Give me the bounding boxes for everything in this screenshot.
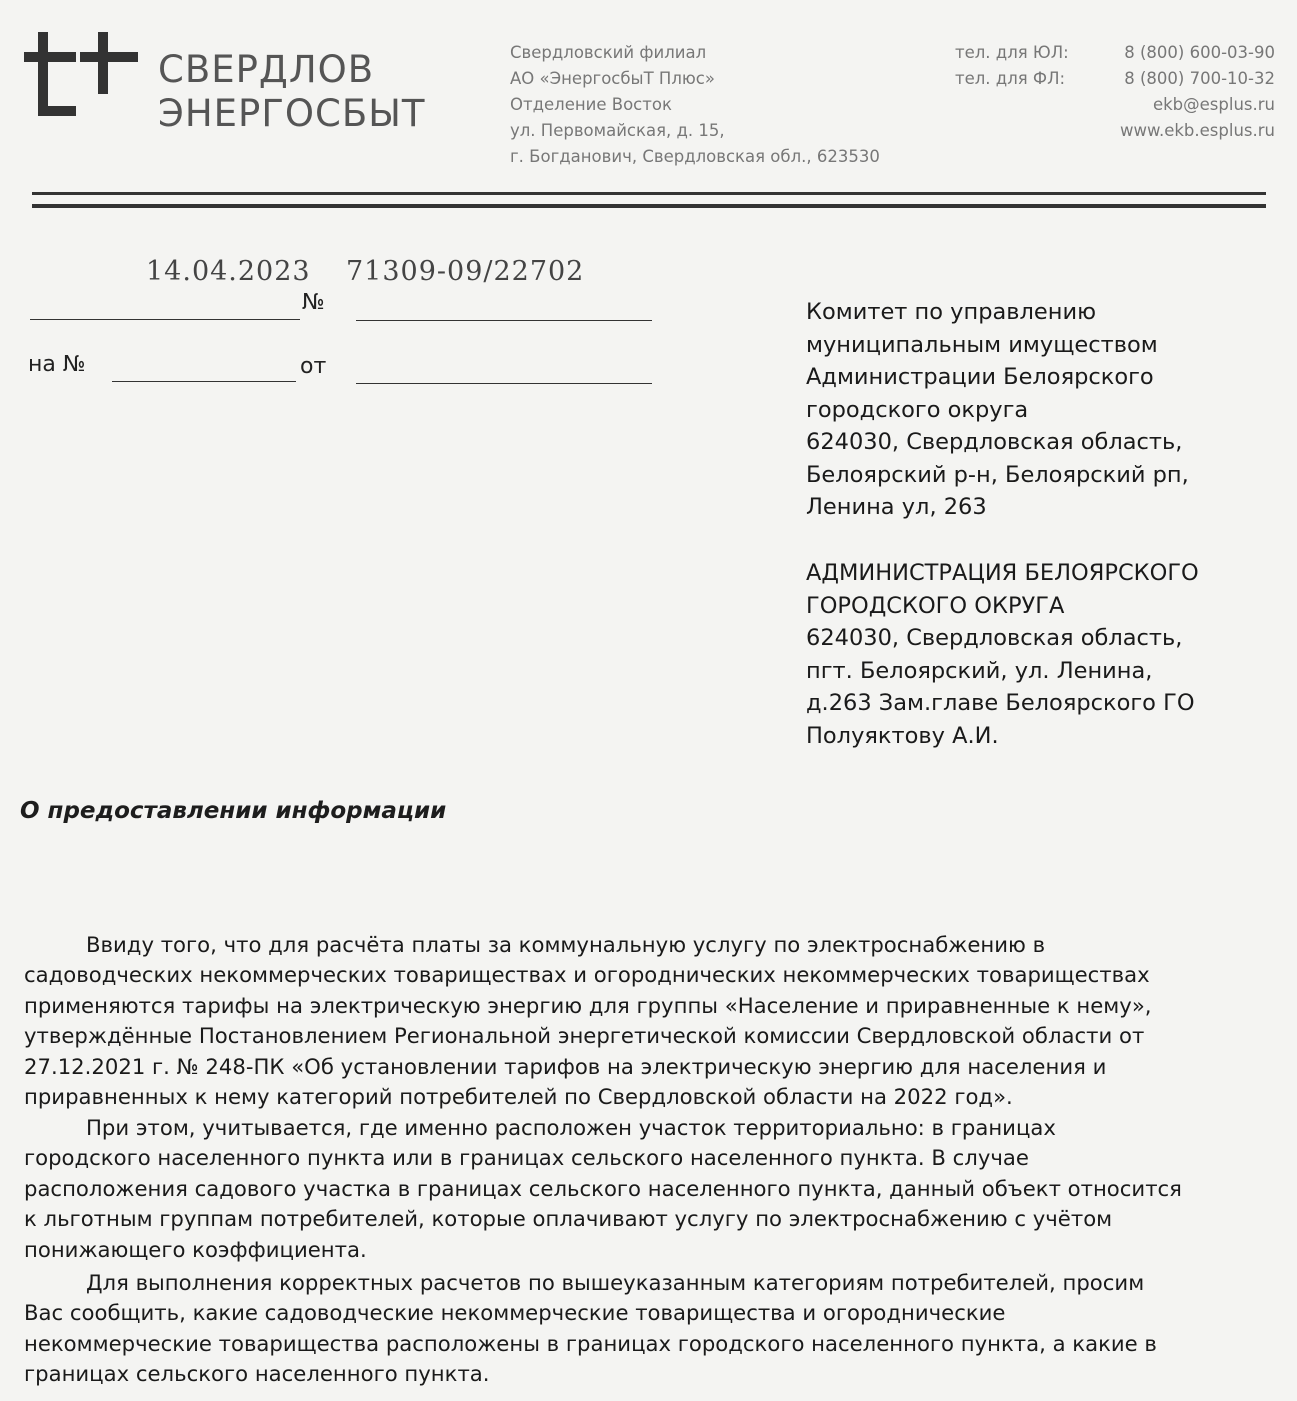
body-line: понижающего коэффициента.	[24, 1236, 367, 1262]
reply-label: на №	[28, 352, 86, 377]
body-line: Для выполнения корректных расчетов по вышеуказанным категориям потребителей, просим	[86, 1270, 1145, 1295]
addressee-line: городского округа	[806, 396, 1029, 423]
addressee-line: ГОРОДСКОГО ОКРУГА	[806, 592, 1065, 619]
addressee-administration	[806, 557, 1199, 752]
body-line: приравненных к нему категорий потребителей по Свердловской области на 2022 год».	[24, 1084, 1013, 1110]
branch-address	[510, 40, 880, 170]
phone-ul-row	[955, 40, 1275, 66]
body-line: некоммерческие товарищества расположены в границах городского населенного пункта, а какие в	[24, 1330, 1157, 1356]
addressee-line: Ленина ул, 263	[806, 494, 987, 520]
addressee-committee	[806, 296, 1189, 524]
body-paragraph-3	[24, 1268, 1209, 1390]
letter-number: 71309-09/22702	[346, 256, 585, 287]
brand-line-2: ЭНЕРГОСБЫТ	[158, 92, 426, 135]
reply-number-line	[112, 381, 296, 382]
addressee-line: 624030, Свердловская область,	[806, 429, 1183, 455]
addressee-line: Полуяктову А.И.	[806, 722, 999, 749]
email: ekb@esplus.ru	[1152, 95, 1275, 114]
addressee-line: Белоярский р-н, Белоярский рп,	[806, 461, 1189, 488]
date-line	[30, 319, 300, 320]
body-line: Ввиду того, что для расчёта платы за коммунальную услугу по электроснабжению в	[86, 932, 1046, 957]
brand-line-1: СВЕРДЛОВ	[158, 48, 375, 91]
phone-fl: 8 (800) 700-10-32	[1124, 69, 1275, 88]
phone-fl-label: тел. для ФЛ:	[955, 69, 1066, 88]
branch-line: г. Богданович, Свердловская обл., 623530	[510, 147, 880, 166]
body-line: городского населенного пункта или в границах сельского населенного пункта. В случае	[24, 1145, 1029, 1171]
addressee-line: Комитет по управлению	[806, 299, 1097, 325]
header-divider-top	[32, 192, 1266, 195]
letter-date: 14.04.2023	[146, 256, 311, 287]
branch-line: Свердловский филиал	[510, 43, 707, 62]
addressee-line: д.263 Зам.главе Белоярского ГО	[806, 690, 1195, 716]
branch-line: Отделение Восток	[510, 95, 672, 114]
body-line: садоводческих некоммерческих товариществах и огороднических некоммерческих товариществах	[24, 962, 1150, 988]
body-line: 27.12.2021 г. № 248-ПК «Об установлении тарифов на электрическую энергию для населения и	[24, 1053, 1107, 1079]
header-divider-bottom	[32, 204, 1266, 208]
addressee-line: пгт. Белоярский, ул. Ленина,	[806, 657, 1153, 684]
body-line: применяются тарифы на электрическую энергию для группы «Население и приравненные к нему»,	[24, 992, 1152, 1018]
body-paragraph-1	[24, 930, 1209, 1112]
from-label: от	[300, 354, 327, 379]
body-line: границах сельского населенного пункта.	[24, 1361, 490, 1387]
addressee-line: муниципальным имуществом	[806, 331, 1158, 358]
addressee-line: Администрации Белоярского	[806, 364, 1154, 390]
number-line	[356, 320, 652, 321]
website: www.ekb.esplus.ru	[1120, 121, 1275, 140]
contacts	[955, 40, 1275, 144]
phone-fl-row	[955, 66, 1275, 92]
branch-line: АО «ЭнергосбыТ Плюс»	[510, 69, 715, 88]
brand-name	[158, 48, 426, 136]
body-line: утверждённые Постановлением Региональной энергетической комиссии Свердловской области от	[24, 1023, 1145, 1049]
sverdlov-energosbyt-logo	[24, 32, 140, 128]
phone-ul: 8 (800) 600-03-90	[1124, 43, 1275, 62]
body-paragraph-2	[24, 1113, 1209, 1265]
number-sign: №	[302, 290, 325, 315]
phone-ul-label: тел. для ЮЛ:	[955, 43, 1069, 62]
from-date-line	[356, 383, 652, 384]
addressee-line: 624030, Свердловская область,	[806, 625, 1183, 651]
body-line: к льготным группам потребителей, которые оплачивают услугу по электроснабжению с учётом	[24, 1206, 1113, 1232]
branch-line: ул. Первомайская, д. 15,	[510, 121, 725, 140]
body-line: Вас сообщить, какие садоводческие некоммерческие товарищества и огороднические	[24, 1300, 1006, 1326]
letter-subject: О предоставлении информации	[20, 798, 447, 824]
addressee-line: АДМИНИСТРАЦИЯ БЕЛОЯРСКОГО	[806, 560, 1199, 586]
body-line: расположения садового участка в границах сельского населенного пункта, данный объект относится	[24, 1175, 1182, 1201]
body-line: При этом, учитывается, где именно расположен участок территориально: в границах	[86, 1115, 1056, 1140]
